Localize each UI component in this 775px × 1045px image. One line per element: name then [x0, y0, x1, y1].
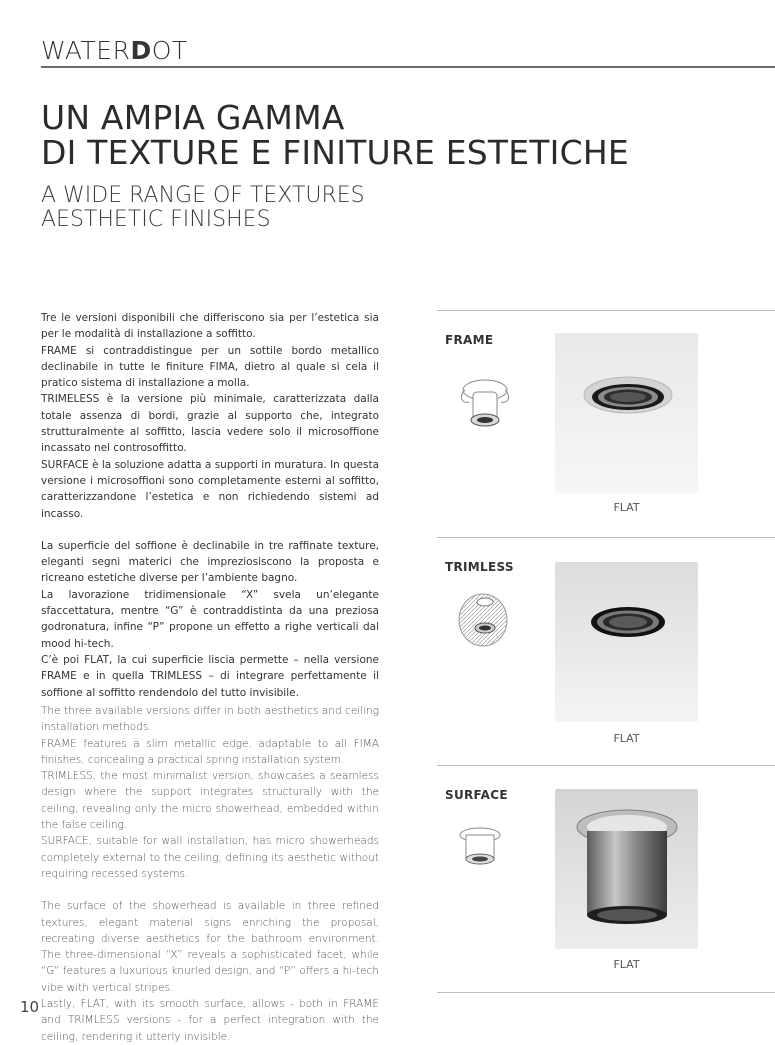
body-en-p2: FRAME features a slim metallic edge, adaptable to all FIMA finishes, concealing a practical spring installation system. — [41, 737, 379, 766]
body-it-p6: La lavorazione tridimensionale “X” svela un’elegante sfaccettatura, mentre “G” è contraddistinta da una preziosa godronatura, infine “P” propone un effetto a righe verticali dal mood hi-tech. — [41, 588, 379, 650]
surface-installation-icon — [455, 825, 505, 875]
section-divider — [437, 310, 775, 311]
brand-suffix: OT — [151, 36, 188, 65]
paragraph-gap — [41, 522, 379, 538]
headline-it-line-2: DI TEXTURE E FINITURE ESTETICHE — [41, 133, 629, 172]
section-divider — [437, 765, 775, 766]
body-en-p1: The three available versions differ in both aesthetics and ceiling installation methods. — [41, 705, 379, 734]
headline-it-line-1: UN AMPIA GAMMA — [41, 98, 345, 137]
frame-installation-icon — [455, 368, 515, 448]
finish-label-surface: FLAT — [613, 958, 640, 971]
brand-bold: D — [130, 36, 152, 65]
body-it-p3: TRIMELESS è la versione più minimale, caratterizzata dalla totale assenza di bordi, grazie al supporto che, integrato strutturalmente al soffitto, lascia vedere solo il microsoffione incassato nel controsoffitto. — [41, 393, 379, 455]
page-number: 10 — [20, 998, 40, 1016]
body-it-p7: C’è poi FLAT, la cui superficie liscia permette – nella versione FRAME e in quella TRIMLESS – di integrare perfettamente il soffione al soffitto rendendolo del tutto invisibile. — [41, 653, 379, 699]
finish-label-trimless: FLAT — [613, 732, 640, 745]
headline-english — [41, 184, 365, 232]
trimless-installation-icon — [455, 592, 515, 656]
section-divider — [437, 992, 775, 993]
body-en-p3: TRIMLESS, the most minimalist version, showcases a seamless design where the support integrates structurally with the ceiling, revealing only the micro showerhead, embedded within the false ceiling. — [41, 770, 379, 832]
headline-en-line-2: AESTHETIC FINISHES — [41, 207, 271, 232]
paragraph-gap — [41, 882, 379, 898]
header-rule — [41, 66, 775, 68]
headline-en-line-1: A WIDE RANGE OF TEXTURES — [41, 183, 365, 208]
body-en-p6: Lastly, FLAT, with its smooth surface, allows - both in FRAME and TRIMLESS versions - for a perfect integration with the ceiling, rendering it utterly invisible. — [41, 998, 379, 1043]
frame-product-photo — [555, 333, 698, 493]
body-italian — [41, 310, 379, 701]
body-it-p5: La superficie del soffione è declinabile in tre raffinate texture, eleganti segni materici che impreziosiscono la proposta e ricreano estetiche diverse per l’ambiente bagno. — [41, 539, 379, 585]
body-it-p1: Tre le versioni disponibili che differiscono sia per l’estetica sia per le modalità di installazione a soffitto. — [41, 312, 379, 341]
body-en-p4: SURFACE, suitable for wall installation, has micro showerheads completely external to the ceiling, defining its aesthetic without requiring recessed systems. — [41, 835, 379, 880]
body-en-p5: The surface of the showerhead is available in three refined textures, elegant material signs enriching the proposal, recreating diverse aesthetics for the bathroom environment. The three-dimensional “X” reveals a sophisticated facet, while “G” features a luxurious knurled design, and “P” offers a hi-tech vibe with vertical stripes. — [41, 900, 379, 994]
version-label-trimless: TRIMLESS — [445, 560, 514, 574]
headline-italian — [41, 100, 629, 170]
body-english — [41, 703, 379, 1045]
trimless-product-photo — [555, 562, 698, 722]
body-it-p4: SURFACE è la soluzione adatta a supporti in muratura. In questa versione i microsoffioni sono completamente esterni al soffitto, caratterizzandone l’estetica e non richiedendo sistemi ad incasso. — [41, 458, 379, 520]
surface-product-photo — [555, 789, 698, 949]
brand-title — [41, 36, 188, 65]
finish-label-frame: FLAT — [613, 501, 640, 514]
version-label-frame: FRAME — [445, 333, 494, 347]
version-label-surface: SURFACE — [445, 788, 508, 802]
section-divider — [437, 537, 775, 538]
body-it-p2: FRAME si contraddistingue per un sottile bordo metallico declinabile in tutte le finiture FIMA, dietro al quale si cela il pratico sistema di installazione a molla. — [41, 344, 379, 390]
brand-prefix: WATER — [41, 36, 131, 65]
